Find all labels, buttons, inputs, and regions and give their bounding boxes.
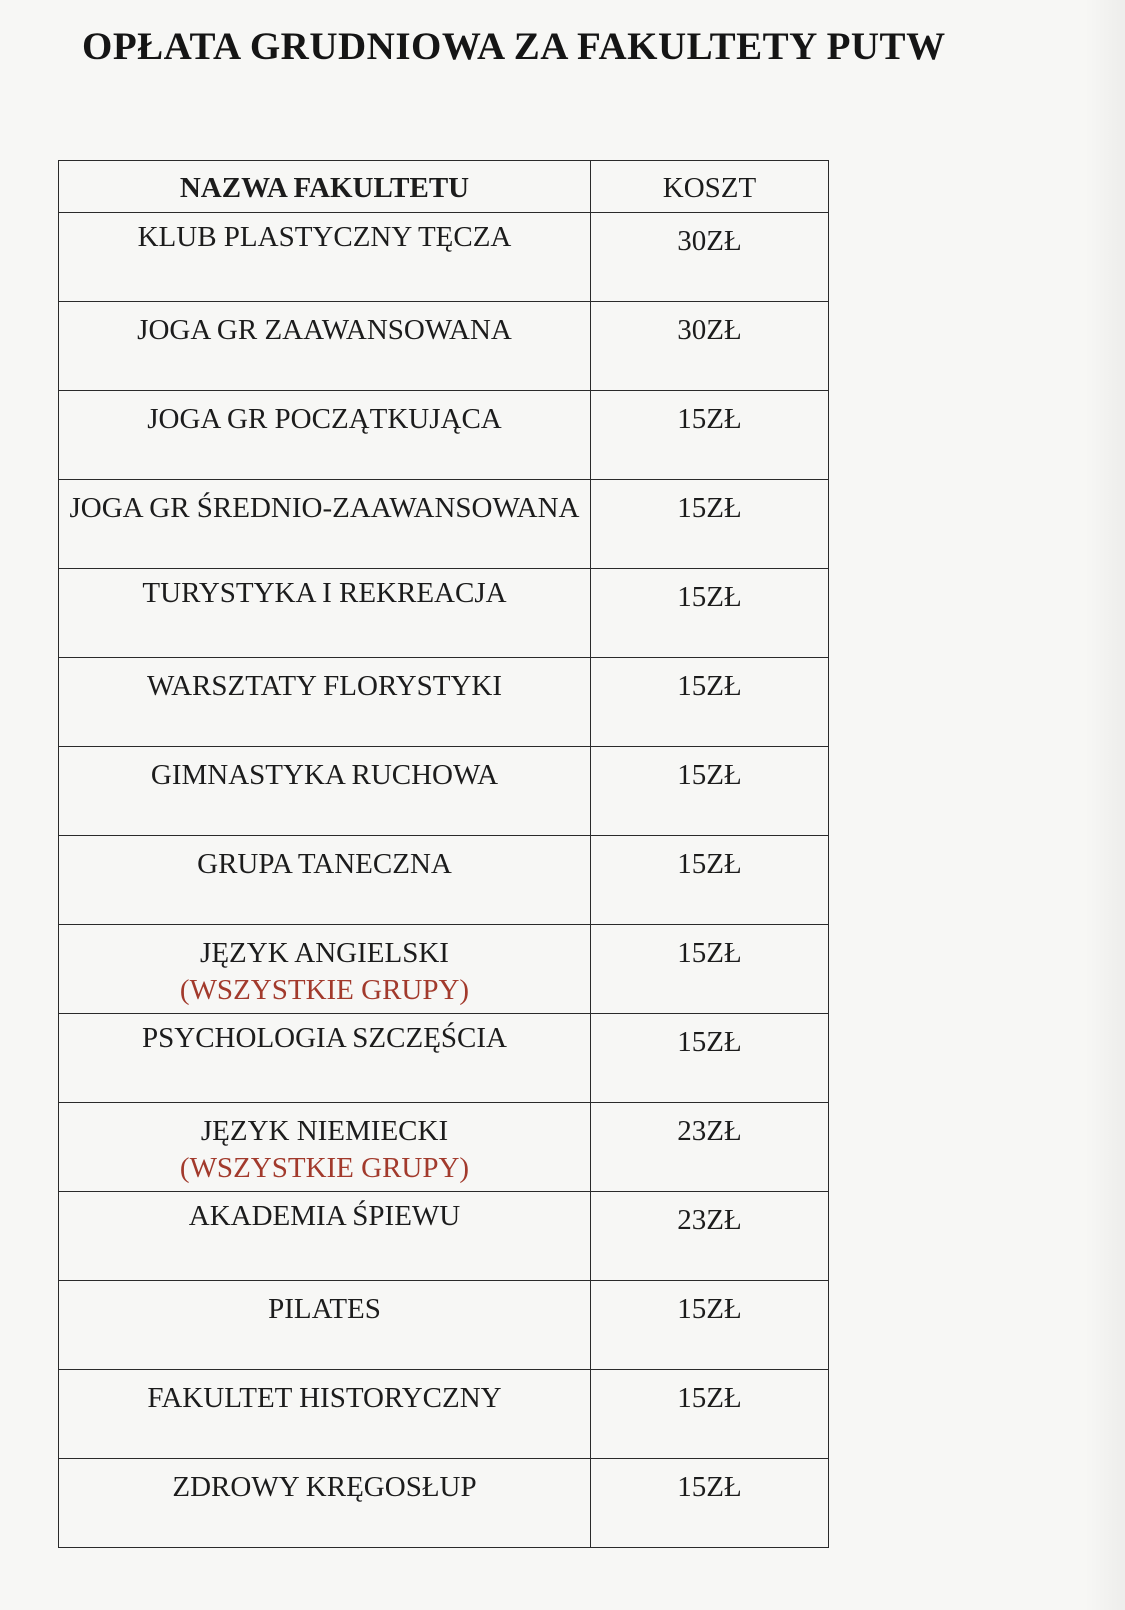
- table-row: [59, 1459, 829, 1548]
- faculty-cost: 15ZŁ: [591, 1281, 829, 1370]
- faculty-cost: 15ZŁ: [591, 1014, 829, 1103]
- table-row: [59, 925, 829, 1014]
- table-row: [59, 1192, 829, 1281]
- faculty-name: JOGA GR POCZĄTKUJĄCA: [147, 403, 502, 435]
- page-title: OPŁATA GRUDNIOWA ZA FAKULTETY PUTW: [82, 25, 946, 68]
- faculty-name: JĘZYK NIEMIECKI: [200, 1115, 449, 1147]
- faculty-name-cell: [59, 391, 591, 480]
- page-edge-shadow: [1085, 0, 1125, 1610]
- faculty-cost: 15ZŁ: [591, 836, 829, 925]
- faculty-cost: 15ZŁ: [591, 658, 829, 747]
- faculty-name-cell: [59, 836, 591, 925]
- faculty-cost: 15ZŁ: [591, 1370, 829, 1459]
- faculty-name-cell: [59, 302, 591, 391]
- faculty-name-cell: [59, 925, 591, 1014]
- faculty-note: (WSZYSTKIE GRUPY): [179, 974, 470, 1006]
- faculty-name: PILATES: [268, 1293, 381, 1325]
- faculty-name-cell: [59, 1370, 591, 1459]
- faculty-name: AKADEMIA ŚPIEWU: [188, 1200, 461, 1232]
- faculty-name-cell: [59, 1281, 591, 1370]
- faculty-name: JOGA GR ZAAWANSOWANA: [137, 314, 512, 346]
- table-row: [59, 391, 829, 480]
- table-row: [59, 302, 829, 391]
- column-header-cost: KOSZT: [591, 161, 829, 213]
- table-header-row: [59, 161, 829, 213]
- faculty-name-cell: [59, 747, 591, 836]
- table-row: [59, 1103, 829, 1192]
- faculty-cost: 15ZŁ: [591, 1459, 829, 1548]
- faculty-name: WARSZTATY FLORYSTYKI: [146, 670, 503, 702]
- faculty-name: KLUB PLASTYCZNY TĘCZA: [137, 221, 512, 253]
- faculty-cost: 30ZŁ: [591, 302, 829, 391]
- faculty-cost: 23ZŁ: [591, 1103, 829, 1192]
- fees-table: [58, 160, 829, 1548]
- faculty-cost: 15ZŁ: [591, 569, 829, 658]
- faculty-name: ZDROWY KRĘGOSŁUP: [172, 1471, 477, 1503]
- faculty-name: GIMNASTYKA RUCHOWA: [150, 759, 499, 791]
- table-row: [59, 747, 829, 836]
- faculty-name-cell: [59, 1192, 591, 1281]
- faculty-note: (WSZYSTKIE GRUPY): [179, 1152, 470, 1184]
- faculty-name: JĘZYK ANGIELSKI: [200, 937, 449, 969]
- table-row: [59, 569, 829, 658]
- faculty-cost: 15ZŁ: [591, 747, 829, 836]
- faculty-name-cell: [59, 1103, 591, 1192]
- faculty-name-cell: [59, 658, 591, 747]
- faculty-name: GRUPA TANECZNA: [197, 848, 452, 880]
- table-row: [59, 1281, 829, 1370]
- faculty-cost: 15ZŁ: [591, 391, 829, 480]
- faculty-name-cell: [59, 480, 591, 569]
- faculty-cost: 15ZŁ: [591, 480, 829, 569]
- faculty-name: PSYCHOLOGIA SZCZĘŚCIA: [142, 1022, 507, 1054]
- faculty-name-cell: [59, 1459, 591, 1548]
- faculty-name: FAKULTET HISTORYCZNY: [147, 1382, 502, 1414]
- faculty-name-cell: [59, 1014, 591, 1103]
- faculty-cost: 30ZŁ: [591, 213, 829, 302]
- table-row: [59, 1370, 829, 1459]
- table-row: [59, 836, 829, 925]
- column-header-name: NAZWA FAKULTETU: [59, 161, 591, 213]
- table-row: [59, 658, 829, 747]
- table-row: [59, 480, 829, 569]
- faculty-name: JOGA GR ŚREDNIO-ZAAWANSOWANA: [69, 492, 580, 524]
- faculty-name: TURYSTYKA I REKREACJA: [142, 577, 507, 609]
- table-row: [59, 1014, 829, 1103]
- table-row: [59, 213, 829, 302]
- faculty-name-cell: [59, 213, 591, 302]
- faculty-cost: 15ZŁ: [591, 925, 829, 1014]
- faculty-name-cell: [59, 569, 591, 658]
- faculty-cost: 23ZŁ: [591, 1192, 829, 1281]
